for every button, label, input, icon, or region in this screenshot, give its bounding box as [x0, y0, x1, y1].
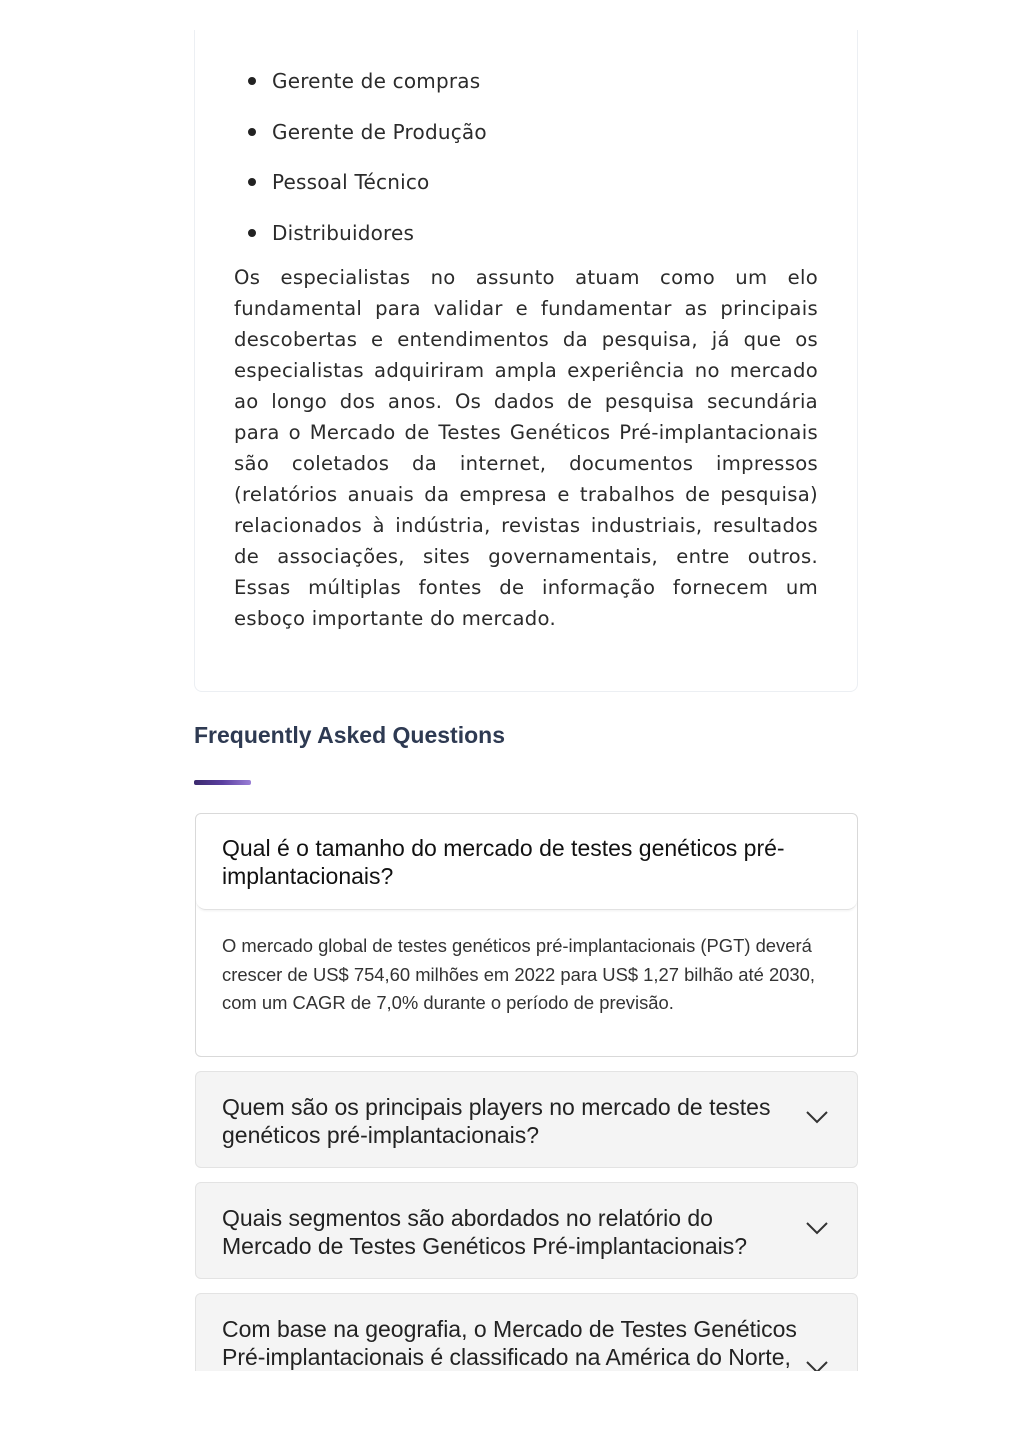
- faq-heading: Frequently Asked Questions: [194, 722, 505, 748]
- list-item-label: Gerente de Produção: [272, 119, 487, 144]
- bullet-dot: [248, 229, 256, 237]
- faq-question[interactable]: Qual é o tamanho do mercado de testes genéticos pré-implantacionais?: [222, 835, 785, 889]
- bullet-dot: [248, 128, 256, 136]
- bullet-dot: [248, 178, 256, 186]
- chevron-down-icon[interactable]: [805, 1110, 829, 1124]
- faq-item-collapsed[interactable]: [195, 1071, 858, 1168]
- chevron-down-icon[interactable]: [805, 1221, 829, 1235]
- faq-question[interactable]: Quem são os principais players no mercado de testes genéticos pré-implantacionais?: [222, 1094, 771, 1148]
- bullet-dot: [248, 77, 256, 85]
- list-item-label: Distribuidores: [272, 220, 415, 245]
- list-item-label: Gerente de compras: [272, 69, 481, 94]
- list-item: [234, 208, 487, 259]
- respondent-list: [234, 56, 487, 258]
- list-item: [234, 157, 487, 208]
- faq-heading-accent: [194, 780, 251, 785]
- list-item: [234, 56, 487, 107]
- list-item-label: Pessoal Técnico: [272, 170, 430, 195]
- faq-question-header[interactable]: [196, 814, 857, 910]
- faq-item-collapsed[interactable]: [195, 1182, 858, 1279]
- methodology-paragraph: Os especialistas no assunto atuam como um elo fundamental para validar e fundamentar as principais descobertas e entendimentos da pesquisa, já que os especialistas adquiriram ampla experiência no mercado ao longo dos anos. Os dados de pesquisa secundária para o Mercado de Testes Genéticos Pré-implantacionais são coletados da internet, documentos impressos (relatórios anuais da empresa e trabalhos de pesquisa) relacionados à indústria, revistas industriais, resultados de associações, sites governamentais, entre outros. Essas múltiplas fontes de informação fornecem um esboço importante do mercado.: [234, 266, 818, 630]
- list-item: [234, 107, 487, 158]
- faq-item-expanded: [195, 813, 858, 1057]
- viewport-clip: [0, 1371, 1024, 1449]
- faq-answer: O mercado global de testes genéticos pré-implantacionais (PGT) deverá crescer de US$ 754,60 milhões em 2022 para US$ 1,27 bilhão até 2030, com um CAGR de 7,0% durante o período de previsão.: [222, 935, 815, 1013]
- faq-question[interactable]: Quais segmentos são abordados no relatório do Mercado de Testes Genéticos Pré-implantacionais?: [222, 1205, 748, 1259]
- faq-question[interactable]: Com base na geografia, o Mercado de Testes Genéticos Pré-implantacionais é classificado na América do Norte,: [222, 1316, 797, 1370]
